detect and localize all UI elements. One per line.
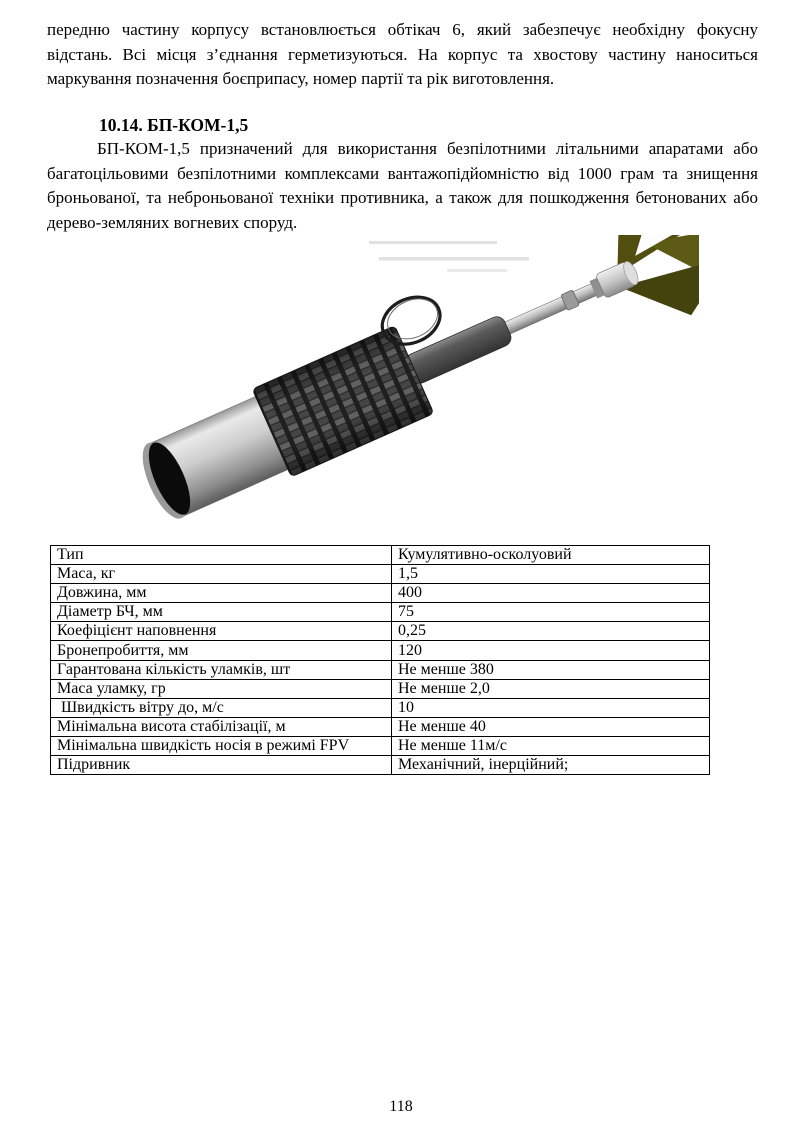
spec-value: Не менше 40 xyxy=(392,717,710,736)
spec-label: Мінімальна швидкість носія в режимі FPV xyxy=(51,736,392,755)
table-row xyxy=(51,698,710,717)
spec-value: Кумулятивно-осколуовий xyxy=(392,546,710,565)
page-number: 118 xyxy=(389,1098,413,1115)
scan-artifact xyxy=(369,241,529,272)
munition-3d-render xyxy=(87,235,699,545)
spec-label: Підривник xyxy=(51,756,392,775)
spec-value: Не менше 380 xyxy=(392,660,710,679)
spec-value: Не менше 2,0 xyxy=(392,679,710,698)
spec-label: Мінімальна висота стабілізації, м xyxy=(51,717,392,736)
table-row xyxy=(51,660,710,679)
specs-table-body xyxy=(51,546,710,775)
fin-hub xyxy=(588,259,641,302)
table-row xyxy=(51,622,710,641)
spec-value: 0,25 xyxy=(392,622,710,641)
spec-label: Швидкість вітру до, м/с xyxy=(51,698,392,717)
spec-value: 400 xyxy=(392,584,710,603)
paragraph-continuation: передню частину корпусу встановлюється обтікач 6, який забезпечує необхідну фокусну відстань. Всі місця з’єднання герметизуються. На корпус та хвостову частину наноситься маркування позначення боєприпасу, номер партії та рік виготовлення. xyxy=(47,20,758,88)
table-row xyxy=(51,679,710,698)
table-row xyxy=(51,717,710,736)
spec-value: 1,5 xyxy=(392,565,710,584)
table-row xyxy=(51,641,710,660)
specs-table xyxy=(50,545,710,775)
spec-value: Механічний, інерційний; xyxy=(392,756,710,775)
table-row xyxy=(51,546,710,565)
table-row xyxy=(51,736,710,755)
spec-label: Діаметр БЧ, мм xyxy=(51,603,392,622)
fuze-tube xyxy=(403,314,514,386)
spec-label: Маса, кг xyxy=(51,565,392,584)
table-row xyxy=(51,756,710,775)
section-heading: 10.14. БП-КОМ-1,5 xyxy=(99,114,249,135)
spec-value: 10 xyxy=(392,698,710,717)
spec-label: Тип xyxy=(51,546,392,565)
table-row xyxy=(51,565,710,584)
spec-label: Гарантована кількість уламків, шт xyxy=(51,660,392,679)
table-row xyxy=(51,603,710,622)
spec-value: Не менше 11м/с xyxy=(392,736,710,755)
spec-value: 120 xyxy=(392,641,710,660)
spec-label: Маса уламку, гр xyxy=(51,679,392,698)
section-paragraph: БП-КОМ-1,5 призначений для використання безпілотними літальними апаратами або багатоцільовими безпілотними комплексами вантажопідйомністю від 1000 грам та знищення броньованої, та неброньованої техніки противника, а також для пошкодження бетонованих або дерево-земляних вогневих споруд. xyxy=(47,139,758,232)
spec-label: Коефіцієнт наповнення xyxy=(51,622,392,641)
spec-label: Довжина, мм xyxy=(51,584,392,603)
spec-value: 75 xyxy=(392,603,710,622)
munition-figure xyxy=(87,235,699,545)
spec-label: Бронепробиття, мм xyxy=(51,641,392,660)
table-row xyxy=(51,584,710,603)
